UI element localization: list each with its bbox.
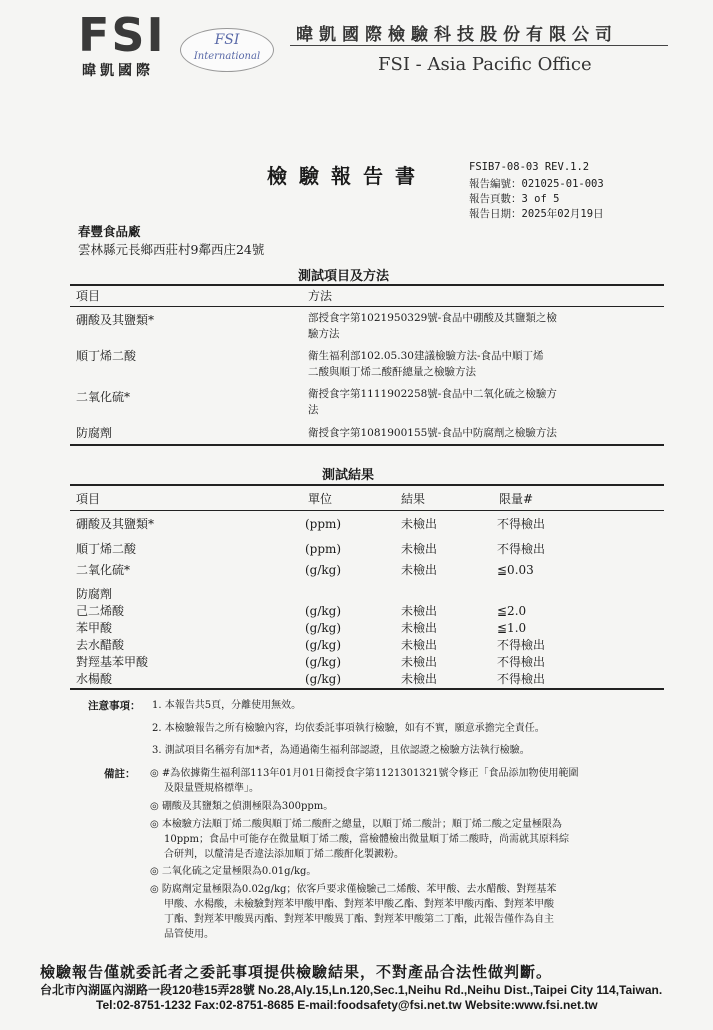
remark-line: ◎ 二氧化硫之定量極限為0.01g/kg。 (150, 866, 317, 877)
result-result: 未檢出 (401, 542, 438, 556)
method-item: 硼酸及其鹽類* (76, 313, 155, 327)
results-bottom-rule (70, 688, 664, 690)
remarks-label: 備註： (104, 768, 136, 780)
method-item: 二氧化硫* (76, 390, 131, 404)
result-result: 未檢出 (401, 621, 438, 635)
badge-bottom-text: International (193, 51, 261, 62)
remark-line: ◎ 本檢驗方法順丁烯二酸與順丁烯二酸酐之總量，以順丁烯二酸計；順丁烯二酸之定量極限為 (150, 819, 562, 830)
result-item: 去水醋酸 (76, 638, 125, 652)
result-unit: (g/kg) (305, 604, 342, 618)
result-unit: (ppm) (305, 517, 342, 531)
results-section-title: 測試結果 (322, 468, 375, 483)
result-limit: ≦0.03 (497, 563, 534, 577)
result-unit: (g/kg) (305, 655, 342, 669)
result-result: 未檢出 (401, 672, 438, 686)
report-pages: 報告頁數：3 of 5 (469, 193, 560, 205)
results-col-unit: 單位 (308, 492, 333, 506)
method-item: 防腐劑 (76, 426, 113, 440)
result-item: 二氧化硫* (76, 563, 131, 577)
results-col-item: 項目 (76, 492, 101, 506)
method-item: 順丁烯二酸 (76, 349, 137, 363)
fsi-logo: FSI (78, 8, 166, 62)
result-unit: (g/kg) (305, 621, 342, 635)
result-item: 水楊酸 (76, 672, 113, 686)
result-item: 對羥基苯甲酸 (76, 655, 149, 669)
result-limit: 不得檢出 (497, 638, 546, 652)
footer-address: 台北市內湖區內湖路一段120巷15弄28號 No.28,Aly.15,Ln.120,Sec.1,Neihu Rd.,Neihu Dist.,Taipei City 114,Taiwan. (40, 983, 663, 997)
methods-section-title: 測試項目及方法 (298, 269, 390, 284)
report-title: 檢驗報告書 (267, 164, 427, 188)
result-item: 己二烯酸 (76, 604, 125, 618)
result-limit: 不得檢出 (497, 542, 546, 556)
result-limit: 不得檢出 (497, 672, 546, 686)
method-text: 部授食字第1021950329號-食品中硼酸及其鹽類之檢 (308, 312, 557, 324)
method-text: 衛授食字第1081900155號-食品中防腐劑之檢驗方法 (308, 427, 557, 439)
notices-label: 注意事項： (88, 700, 141, 712)
methods-top-rule (70, 284, 664, 286)
client-name: 春豐食品廠 (78, 224, 141, 239)
methods-col-method: 方法 (308, 289, 333, 303)
method-text: 衛生福利部102.05.30建議檢驗方法-食品中順丁烯 (308, 350, 544, 362)
result-result: 未檢出 (401, 655, 438, 669)
result-item: 順丁烯二酸 (76, 542, 137, 556)
result-item: 硼酸及其鹽類* (76, 517, 155, 531)
result-limit: 不得檢出 (497, 517, 546, 531)
remark-line: 丁酯、對羥苯甲酸異丙酯、對羥苯甲酸異丁酯、對羥苯甲酸第二丁酯，此報告僅作為自主 (164, 914, 554, 925)
notice-item: 1. 本報告共5頁，分離使用無效。 (152, 700, 302, 711)
result-unit: (ppm) (305, 542, 342, 556)
client-address: 雲林縣元長鄉西莊村9鄰西庄24號 (78, 242, 265, 257)
method-text: 法 (308, 404, 319, 416)
results-top-rule (70, 484, 664, 486)
report-date: 報告日期：2025年02月19日 (469, 208, 604, 220)
result-result: 未檢出 (401, 563, 438, 577)
badge-top-text: FSI (214, 32, 240, 48)
result-unit: (g/kg) (305, 638, 342, 652)
remark-line: ◎ 硼酸及其鹽類之偵測極限為300ppm。 (150, 801, 334, 812)
remark-line: 合研判，以釐清是否違法添加順丁烯二酸酐化製澱粉。 (164, 849, 404, 860)
remark-line: ◎ 防腐劑定量極限為0.02g/kg；依客戶要求僅檢驗己二烯酸、苯甲酸、去水醋酸、對羥基苯 (150, 884, 557, 895)
result-item: 防腐劑 (76, 587, 113, 601)
company-name-english: FSI - Asia Pacific Office (378, 54, 592, 75)
method-text: 衛授食字第1111902258號-食品中二氧化硫之檢驗方 (308, 388, 557, 400)
methods-bottom-rule (70, 444, 664, 446)
fsi-logo-chinese: 暐凱國際 (82, 63, 154, 79)
result-unit: (g/kg) (305, 563, 342, 577)
results-col-limit: 限量# (499, 492, 534, 506)
fsi-international-badge (180, 28, 274, 72)
result-item: 苯甲酸 (76, 621, 113, 635)
result-unit: (g/kg) (305, 672, 342, 686)
method-text: 二酸與順丁烯二酸酐總量之檢驗方法 (308, 366, 476, 378)
methods-header-rule (70, 306, 664, 307)
remark-line: 10ppm；食品中可能存在微量順丁烯二酸，當檢體檢出微量順丁烯二酸時，尚需就其原料綜 (164, 834, 570, 845)
result-limit: 不得檢出 (497, 655, 546, 669)
result-result: 未檢出 (401, 638, 438, 652)
notice-item: 3. 測試項目名稱旁有加*者，為通過衛生福利部認證，且依認證之檢驗方法執行檢驗。 (152, 745, 530, 756)
company-name-chinese: 暐凱國際檢驗科技股份有限公司 (296, 25, 618, 45)
header-divider (290, 45, 668, 46)
method-text: 驗方法 (308, 328, 340, 340)
report-number: 報告編號：021025-01-003 (469, 178, 604, 190)
result-result: 未檢出 (401, 604, 438, 618)
results-header-rule (70, 510, 664, 511)
footer-contact: Tel:02-8751-1232 Fax:02-8751-8685 E-mail:foodsafety@fsi.net.tw Website:www.fsi.net.tw (96, 998, 598, 1012)
footer-disclaimer: 檢驗報告僅就委託者之委託事項提供檢驗結果，不對產品合法性做判斷。 (40, 963, 553, 981)
methods-col-item: 項目 (76, 289, 101, 303)
results-col-result: 結果 (401, 492, 426, 506)
remark-line: ◎ #為依據衛生福利部113年01月01日衛授食字第1121301321號令修正「食品添加物使用範圍 (150, 768, 579, 779)
result-limit: ≦2.0 (497, 604, 527, 618)
result-result: 未檢出 (401, 517, 438, 531)
doc-code: FSIB7-08-03 REV.1.2 (469, 161, 590, 173)
result-limit: ≦1.0 (497, 621, 527, 635)
remark-line: 及限量暨規格標準」。 (164, 783, 259, 794)
notice-item: 2. 本檢驗報告之所有檢驗內容，均依委託事項執行檢驗，如有不實，願意承擔完全責任。 (152, 723, 545, 734)
remark-line: 品管使用。 (164, 929, 214, 940)
remark-line: 甲酸、水楊酸，未檢驗對羥苯甲酸甲酯、對羥苯甲酸乙酯、對羥苯甲酸丙酯、對羥苯甲酸 (164, 899, 554, 910)
